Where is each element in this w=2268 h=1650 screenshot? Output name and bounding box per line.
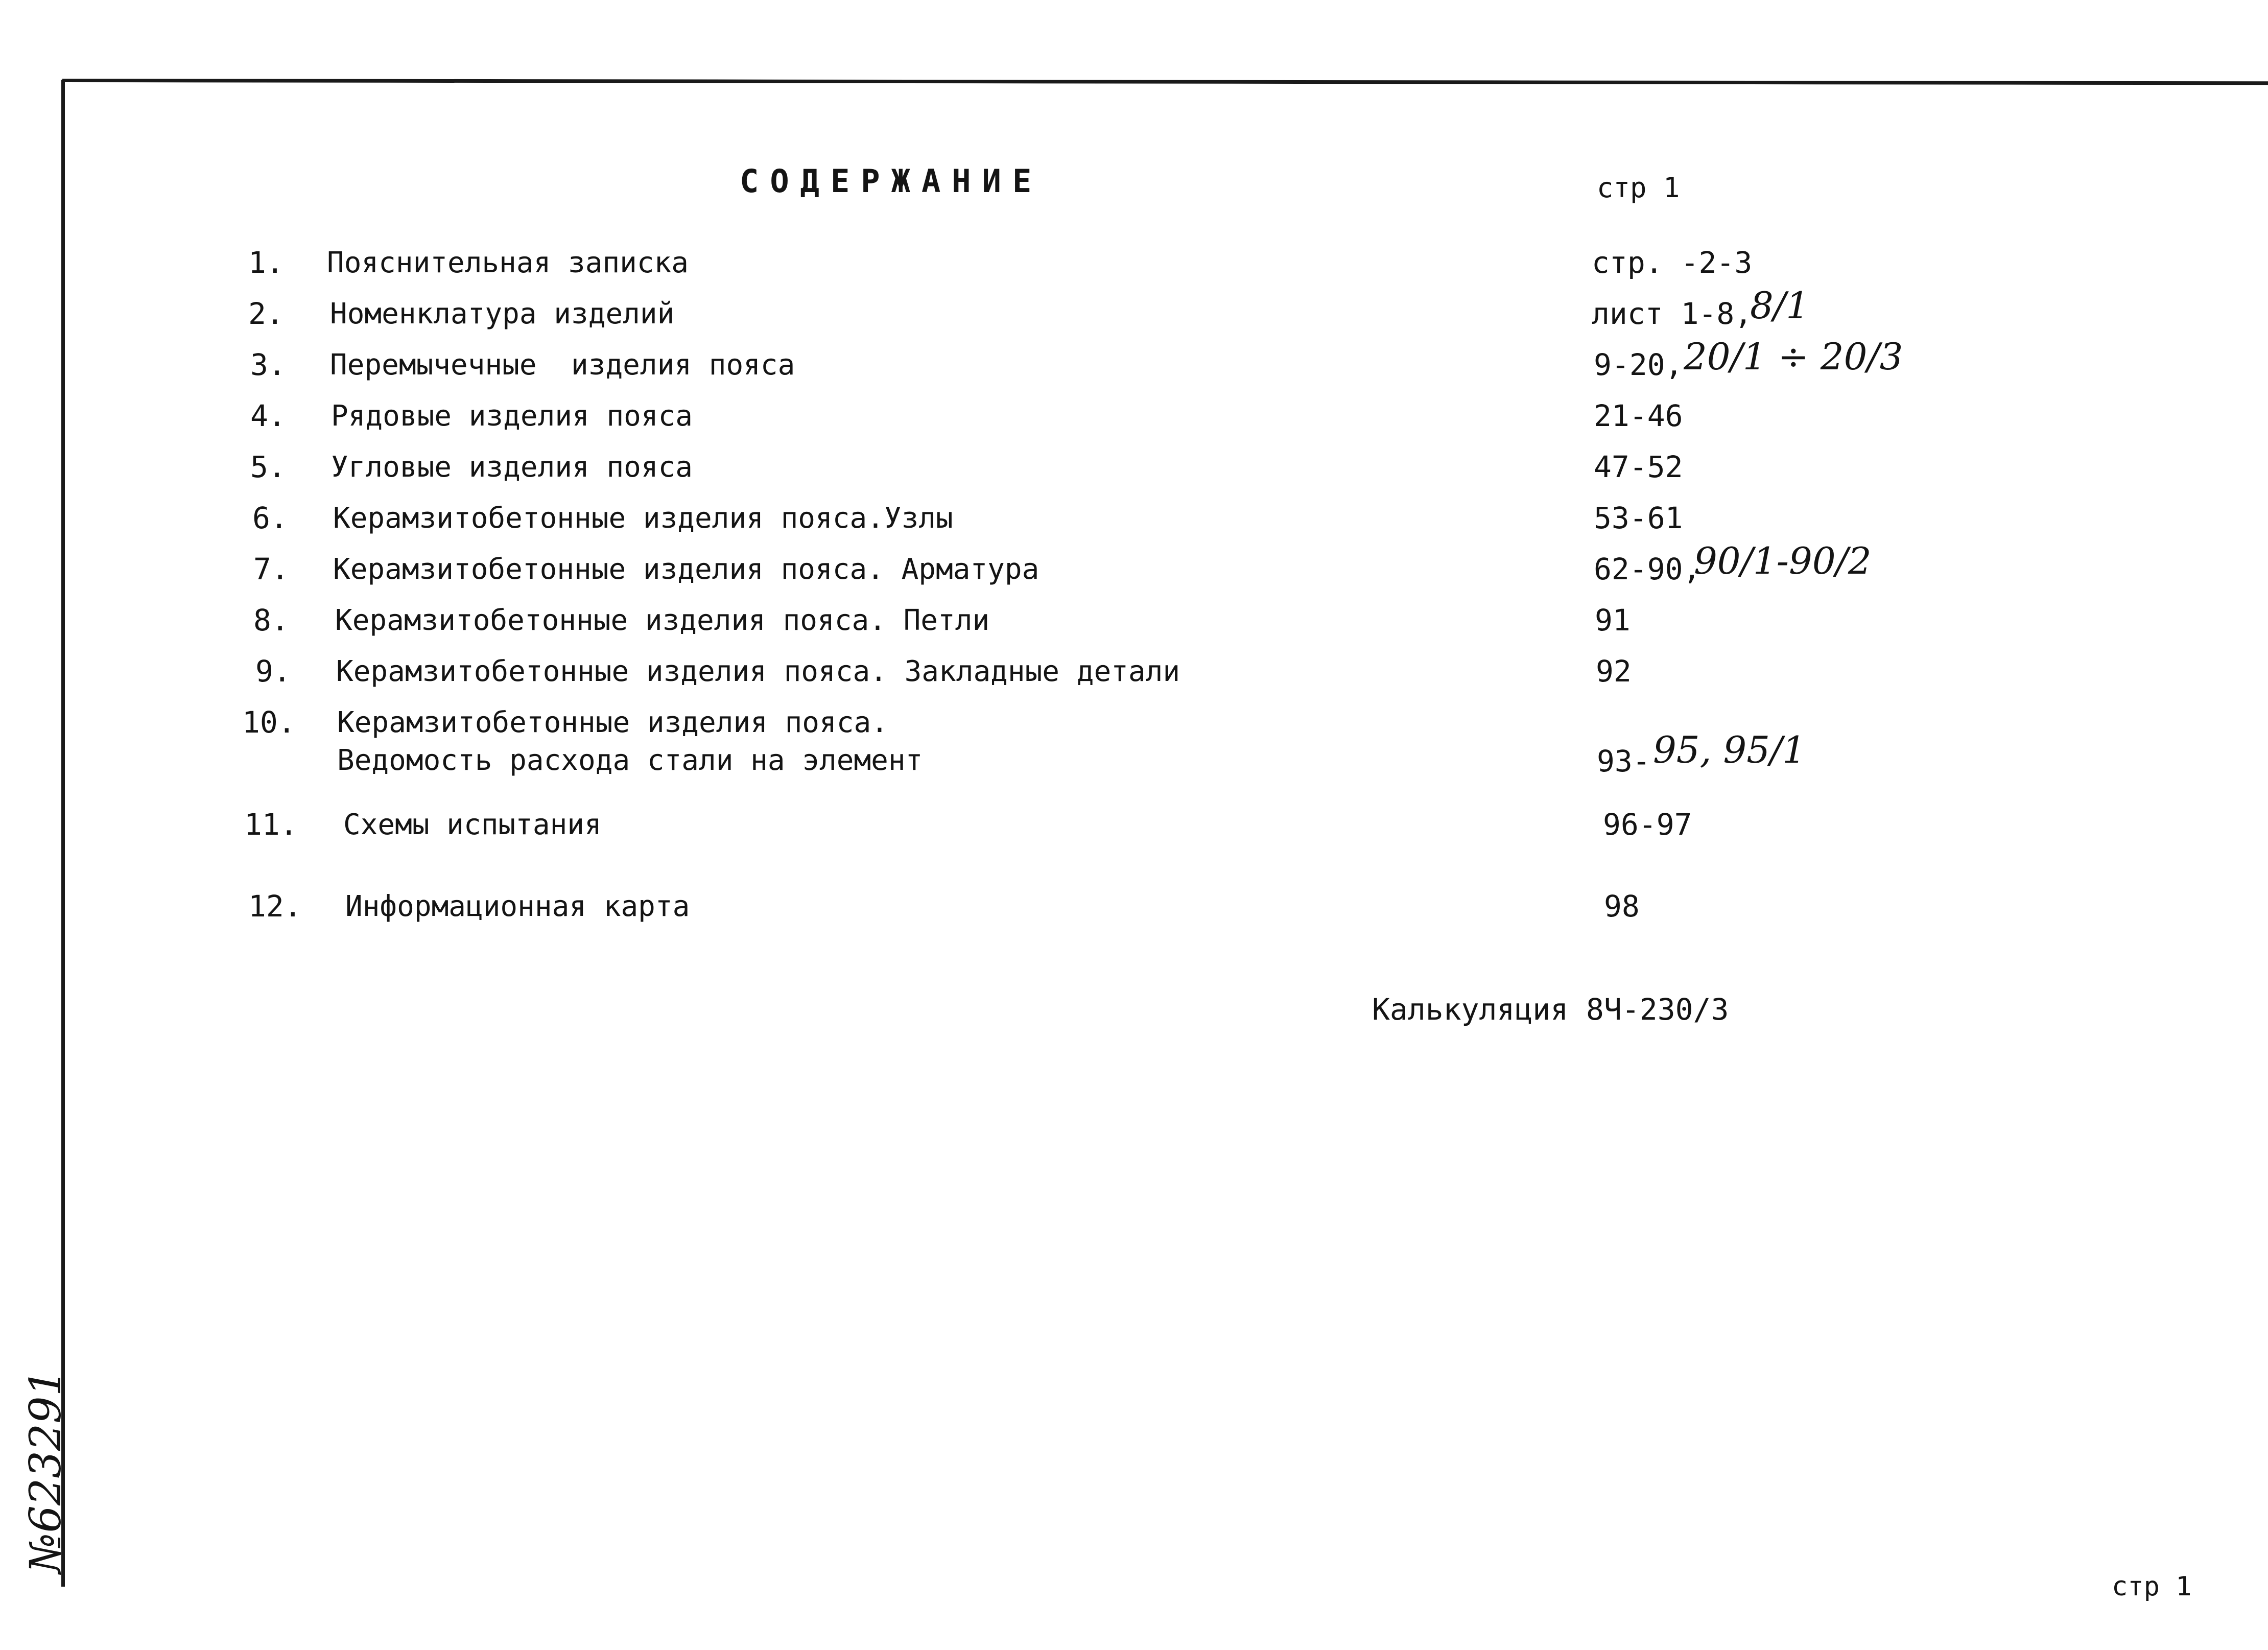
document-title: СОДЕРЖАНИЕ xyxy=(740,162,1043,200)
toc-item-number: 5. xyxy=(250,450,286,484)
toc-item-number: 3. xyxy=(250,347,286,382)
toc-item-number: 6. xyxy=(252,501,288,535)
toc-item-text: Керамзитобетонные изделия пояса.Узлы xyxy=(333,502,953,535)
toc-item-number: 9. xyxy=(255,654,291,689)
handwritten-note: 8/1 xyxy=(1750,284,1809,327)
toc-item-text: Рядовые изделия пояса xyxy=(331,399,693,433)
toc-item-text: Керамзитобетонные изделия пояса. Петли xyxy=(335,604,990,637)
frame-left-border xyxy=(61,80,65,1587)
toc-item-text: Керамзитобетонные изделия пояса. xyxy=(337,706,888,739)
toc-item-number: 10. xyxy=(242,705,296,740)
toc-item-text: Информационная карта xyxy=(345,890,690,923)
toc-item-pages: лист 1-8, xyxy=(1592,296,1753,331)
toc-item-number: 4. xyxy=(250,398,286,433)
toc-item-number: 7. xyxy=(253,552,289,586)
toc-item-pages: 93- xyxy=(1597,744,1650,779)
toc-item-pages: 62-90, xyxy=(1594,552,1701,586)
toc-item-pages: 47-52 xyxy=(1594,450,1683,484)
toc-item-pages: 96-97 xyxy=(1603,807,1692,842)
inventory-stamp: №623291 xyxy=(20,1369,70,1573)
toc-item-number: 2. xyxy=(248,296,284,331)
handwritten-note: 20/1 ÷ 20/3 xyxy=(1684,335,1903,378)
handwritten-note: 90/1-90/2 xyxy=(1694,539,1872,582)
toc-item-pages: стр. -2-3 xyxy=(1592,245,1753,280)
toc-item-text: Пояснительная записка xyxy=(327,246,689,279)
toc-item-text: Номенклатура изделий xyxy=(330,297,675,331)
toc-item-number: 1. xyxy=(248,245,284,280)
toc-item-text: Схемы испытания xyxy=(343,808,602,841)
toc-item-text: Перемычечные изделия пояса xyxy=(330,348,795,382)
toc-item-pages: 21-46 xyxy=(1594,398,1683,433)
toc-item-pages: 91 xyxy=(1595,603,1631,638)
toc-item-pages: 98 xyxy=(1604,889,1640,924)
toc-item-pages: 53-61 xyxy=(1594,501,1683,535)
frame-top-border xyxy=(62,79,2268,85)
toc-item-pages: 92 xyxy=(1596,654,1632,689)
toc-item-text: Керамзитобетонные изделия пояса. Арматура xyxy=(333,553,1040,586)
toc-item-text: Угловые изделия пояса xyxy=(331,451,693,484)
toc-item-text: Керамзитобетонные изделия пояса. Закладные детали xyxy=(336,655,1180,688)
footer-page-number: стр 1 xyxy=(2112,1571,2192,1602)
page-label: стр 1 xyxy=(1597,172,1680,204)
handwritten-note: 95, 95/1 xyxy=(1653,728,1806,771)
toc-item-text-continued: Ведомость расхода стали на элемент xyxy=(337,744,923,777)
toc-item-pages: 9-20, xyxy=(1594,347,1683,382)
calculation-reference: Калькуляция 8Ч-230/3 xyxy=(1372,992,1729,1027)
toc-item-number: 11. xyxy=(244,807,298,842)
toc-item-number: 8. xyxy=(253,603,289,638)
toc-item-number: 12. xyxy=(248,889,302,924)
